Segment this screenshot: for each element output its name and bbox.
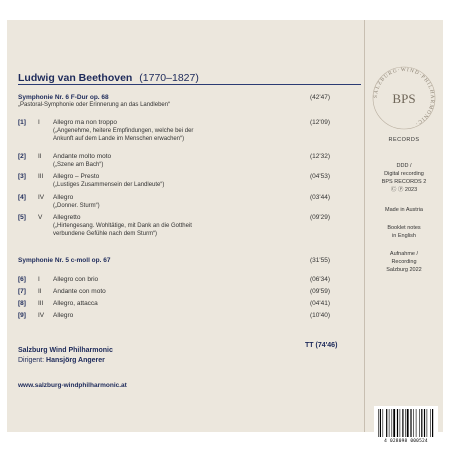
track-4-duration: (03'44): [310, 194, 331, 201]
recording-info: [365, 250, 443, 274]
composer-years: (1770–1827): [139, 72, 199, 84]
track-number: [8]: [18, 300, 26, 307]
track-number: [2]: [18, 153, 26, 160]
subtitle-line: („Szene am Bach“): [53, 162, 104, 168]
booklet-line: in English: [392, 233, 416, 239]
tracklist-panel: [18, 20, 364, 432]
orchestra-name: Salzburg Wind Philharmonic: [18, 347, 113, 354]
total-time: TT (74'46): [305, 342, 338, 349]
movement-numeral: III: [38, 173, 44, 180]
movement-title: Andante con moto: [53, 288, 106, 295]
bps-records-logo: [368, 62, 440, 134]
movement-subtitle: [53, 127, 193, 143]
track-3-duration: (04'53): [310, 173, 331, 180]
symphony6-title: Symphonie Nr. 6 F-Dur op. 68: [18, 94, 109, 101]
track-number: [3]: [18, 173, 26, 180]
movement-subtitle: [53, 202, 100, 210]
composer-header: [18, 72, 199, 84]
symphony6-subtitle: „Pastoral-Symphonie oder Erinnerung an das Landleben“: [18, 102, 171, 108]
subtitle-line: („Hirtengesang. Wohltätige, mit Dank an die Gottheit: [53, 223, 192, 229]
track-8-duration: (04'41): [310, 300, 331, 307]
track-9-duration: (10'40): [310, 312, 331, 319]
header-rule: [18, 84, 361, 85]
track-1-duration: (12'09): [310, 119, 331, 126]
cd-back-cover: [7, 20, 443, 432]
copyright-line: Ⓒ Ⓟ 2023: [390, 187, 418, 193]
website-link[interactable]: www.salzburg-windphilharmonic.at: [18, 382, 127, 389]
barcode-bars: [377, 409, 435, 439]
movement-title: Allegro ma non troppo: [53, 119, 117, 126]
movement-title: Allegro: [53, 194, 74, 201]
subtitle-line: („Donner. Sturm“): [53, 203, 100, 209]
subtitle-line: verbundene Gefühle nach dem Sturm“): [53, 231, 158, 237]
conductor-line: [18, 357, 105, 364]
booklet-line: Booklet notes: [387, 225, 421, 231]
logo-monogram: BPS: [392, 91, 416, 106]
symphony5-duration: (31'55): [310, 257, 331, 264]
track-2-duration: (12'32): [310, 153, 331, 160]
track-6-duration: (06'34): [310, 276, 331, 283]
track-5-duration: (09'29): [310, 214, 331, 221]
track-number: [5]: [18, 214, 26, 221]
recording-line: Aufnahme /: [389, 251, 419, 257]
subtitle-line: Ankunft auf dem Lande im Menschen erwachen“): [53, 136, 185, 142]
movement-numeral: IV: [38, 312, 45, 319]
movement-title: Allegro, attacca: [53, 300, 98, 307]
conductor-label: Dirigent:: [18, 357, 45, 364]
recording-line: Recording: [391, 259, 417, 265]
movement-title: Allegro – Presto: [53, 173, 100, 180]
movement-title: Allegretto: [53, 214, 81, 221]
movement-numeral: I: [38, 276, 40, 283]
composer-name: Ludwig van Beethoven: [18, 72, 133, 84]
track-number: [1]: [18, 119, 26, 126]
movement-title: Andante molto moto: [53, 153, 112, 160]
made-in: Made in Austria: [385, 207, 423, 213]
track-7-duration: (09'59): [310, 288, 331, 295]
movement-numeral: I: [38, 119, 40, 126]
track-number: [4]: [18, 194, 26, 201]
conductor-name: Hansjörg Angerer: [46, 357, 105, 364]
track-number: [6]: [18, 276, 26, 283]
movement-title: Allegro: [53, 312, 74, 319]
movement-subtitle: [53, 181, 164, 189]
format-line: Digital recording: [384, 171, 424, 177]
barcode-number: 4 028098 000524: [384, 439, 428, 444]
track-number: [9]: [18, 312, 26, 319]
barcode: [374, 406, 438, 446]
movement-numeral: V: [38, 214, 43, 221]
info-sidebar: [365, 20, 443, 432]
movement-numeral: III: [38, 300, 44, 307]
movement-title: Allegro con brio: [53, 276, 99, 283]
records-label: RECORDS: [388, 137, 420, 143]
symphony5-title: Symphonie Nr. 5 c-moll op. 67: [18, 257, 111, 264]
subtitle-line: („Lustiges Zusammensein der Landleute“): [53, 182, 165, 188]
track-number: [7]: [18, 288, 26, 295]
recording-format: [365, 162, 443, 194]
catalog-number: BPS RECORDS 2: [381, 179, 427, 185]
format-line: DDD /: [396, 163, 412, 169]
movement-numeral: II: [38, 153, 42, 160]
movement-subtitle: [53, 222, 192, 238]
recording-line: Salzburg 2022: [386, 267, 422, 273]
movement-subtitle: [53, 161, 103, 169]
movement-numeral: IV: [38, 194, 45, 201]
logo-ring-text: SALZBURG·WIND·PHILHARMONIC·: [372, 66, 436, 127]
symphony6-duration: (42'47): [310, 94, 331, 101]
booklet-notes: [365, 224, 443, 240]
movement-numeral: II: [38, 288, 42, 295]
subtitle-line: („Angenehme, heitere Empfindungen, welche bei der: [53, 128, 194, 134]
